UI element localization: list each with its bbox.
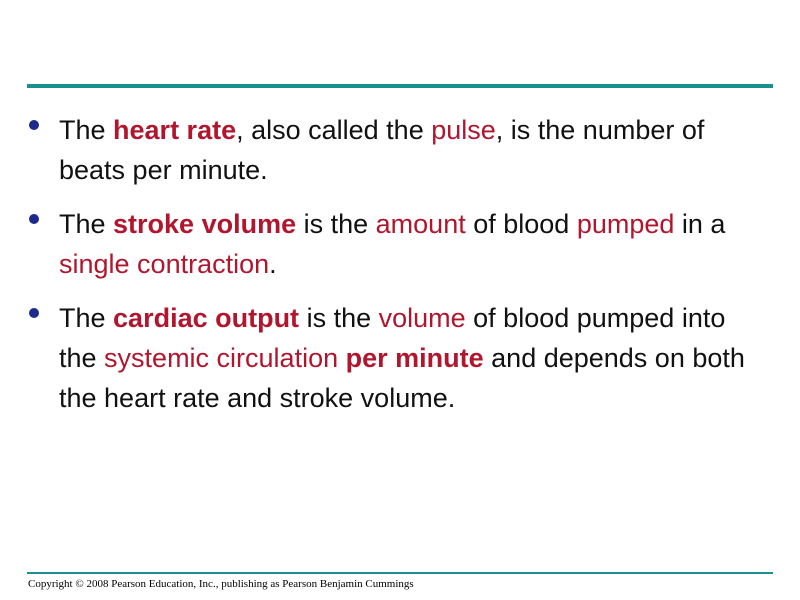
term-stroke-volume: stroke volume <box>113 209 297 239</box>
copyright-footer: Copyright © 2008 Pearson Education, Inc., publishing as Pearson Benjamin Cummings <box>28 578 414 590</box>
text-run: and depends on both the heart rate and stroke volume. <box>59 343 745 413</box>
bullet-dot-icon <box>29 214 39 224</box>
term-heart-rate: heart rate <box>113 115 237 145</box>
text-run: is the <box>296 209 376 239</box>
term-volume: volume <box>378 303 466 333</box>
text-run: The <box>59 115 114 145</box>
term-pulse: pulse <box>431 115 496 145</box>
text-run <box>338 343 346 373</box>
bullet-heart-rate <box>26 110 746 190</box>
text-run: , is the number of beats per minute. <box>59 115 705 185</box>
bottom-divider <box>27 572 773 574</box>
bullet-dot-icon <box>29 120 39 130</box>
bullet-dot-icon <box>29 308 39 318</box>
bullet-text <box>59 303 745 413</box>
text-run: . <box>269 249 277 279</box>
bullet-stroke-volume <box>26 204 746 284</box>
term-per-minute: per minute <box>345 343 484 373</box>
bullet-list <box>26 110 746 432</box>
text-run: The <box>59 209 114 239</box>
term-single-contraction: single contraction <box>59 249 270 279</box>
term-cardiac-output: cardiac output <box>113 303 300 333</box>
bullet-cardiac-output <box>26 298 746 418</box>
term-pumped: pumped <box>576 209 675 239</box>
bullet-text <box>59 209 725 279</box>
text-run: of blood <box>465 209 577 239</box>
text-run: The <box>59 303 114 333</box>
term-systemic-circulation: systemic circulation <box>104 343 339 373</box>
text-run: of blood pumped into the <box>59 303 726 373</box>
text-run: , also called the <box>236 115 432 145</box>
text-run: in a <box>674 209 726 239</box>
bullet-text <box>59 115 704 185</box>
term-amount: amount <box>375 209 466 239</box>
text-run: is the <box>299 303 379 333</box>
top-divider <box>27 84 773 88</box>
